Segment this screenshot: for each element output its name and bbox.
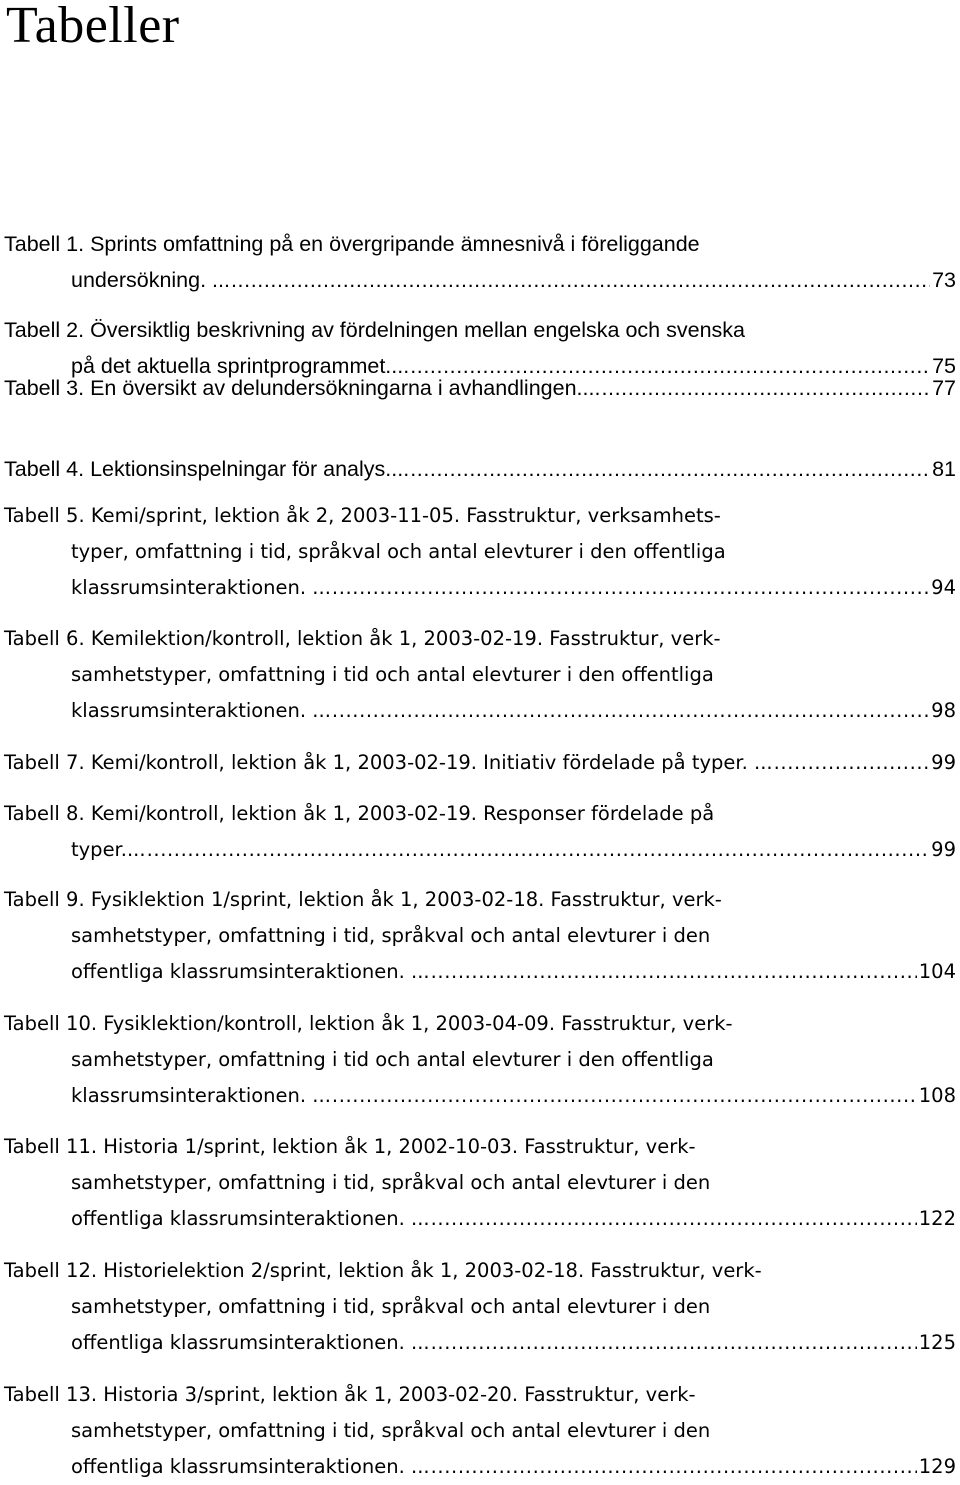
toc-entry-text: Kemi/sprint, lektion åk 2, 2003-11-05. Fasstruktur, verksamhets- bbox=[90, 504, 721, 527]
toc-entry-text: klassrumsinteraktionen. ... bbox=[71, 576, 331, 599]
dot-leader bbox=[410, 451, 930, 487]
toc-entry-text: Historielektion 2/sprint, lektion åk 1, 2003-02-18. Fasstruktur, verk- bbox=[103, 1259, 762, 1282]
toc-entry-label: Tabell 8. bbox=[4, 802, 85, 825]
dot-leader bbox=[601, 370, 930, 406]
toc-entry-line bbox=[0, 1289, 960, 1325]
dot-leader bbox=[147, 832, 930, 868]
toc-entry-text: En översikt av delundersökningarna i avhandlingen.... bbox=[90, 376, 601, 400]
toc-entry-label: Tabell 12. bbox=[4, 1259, 98, 1282]
toc-entry-label: Tabell 3. bbox=[4, 376, 85, 400]
toc-entry-label: Tabell 11. bbox=[4, 1135, 98, 1158]
toc-entry-last-line bbox=[0, 262, 960, 298]
toc-entry-line bbox=[0, 1129, 960, 1165]
toc-entry-text: samhetstyper, omfattning i tid, språkval och antal elevturer i den bbox=[71, 1171, 711, 1194]
toc-entry-line bbox=[0, 498, 960, 534]
toc-page-number: 122 bbox=[918, 1207, 956, 1230]
toc-entry-text: klassrumsinteraktionen. ... bbox=[71, 1084, 331, 1107]
toc-entry-last-line bbox=[0, 954, 960, 990]
toc-entry-text: offentliga klassrumsinteraktionen. ... bbox=[71, 960, 430, 983]
toc-entry-text: Historia 1/sprint, lektion åk 1, 2002-10-03. Fasstruktur, verk- bbox=[103, 1135, 696, 1158]
toc-entry-text: samhetstyper, omfattning i tid, språkval och antal elevturer i den bbox=[71, 1295, 711, 1318]
toc-entry-last-line bbox=[0, 1449, 960, 1485]
toc-entry-text: Kemi/kontroll, lektion åk 1, 2003-02-19. Responser fördelade på bbox=[90, 802, 715, 825]
toc-entry-label: Tabell 5. bbox=[4, 504, 85, 527]
toc-entry-text: Fysiklektion 1/sprint, lektion åk 1, 2003-02-18. Fasstruktur, verk- bbox=[90, 888, 722, 911]
dot-leader bbox=[431, 1325, 917, 1361]
toc-entry-text: Historia 3/sprint, lektion åk 1, 2003-02-20. Fasstruktur, verk- bbox=[103, 1383, 696, 1406]
toc-page-number: 73 bbox=[932, 268, 956, 292]
page-title: Tabeller bbox=[6, 0, 180, 54]
dot-leader bbox=[431, 1201, 917, 1237]
toc-entry-text: samhetstyper, omfattning i tid och antal elevturer i den offentliga bbox=[71, 1048, 714, 1071]
toc-entry-text: typer.... bbox=[71, 838, 146, 861]
dot-leader bbox=[332, 1078, 917, 1114]
toc-entry-line bbox=[0, 1413, 960, 1449]
toc-entry-text: Översiktlig beskrivning av fördelningen mellan engelska och svenska bbox=[90, 318, 745, 342]
toc-page-number: 81 bbox=[932, 457, 956, 481]
toc-page-number: 99 bbox=[931, 838, 956, 861]
toc-page-number: 99 bbox=[931, 751, 956, 774]
toc-entry-line bbox=[0, 312, 960, 348]
dot-leader bbox=[431, 954, 917, 990]
toc-entry-text: typer, omfattning i tid, språkval och antal elevturer i den offentliga bbox=[71, 540, 726, 563]
toc-entry-line bbox=[0, 621, 960, 657]
toc-entry-line bbox=[0, 918, 960, 954]
toc-page-number: 104 bbox=[918, 960, 956, 983]
toc-entry-text: Sprints omfattning på en övergripande ämnesnivå i föreliggande bbox=[90, 232, 700, 256]
toc-entry-line bbox=[0, 1377, 960, 1413]
toc-entry-line bbox=[0, 1165, 960, 1201]
dot-leader bbox=[774, 745, 930, 781]
toc-entry-line bbox=[0, 657, 960, 693]
dot-leader bbox=[332, 570, 929, 606]
toc-entry-last-line bbox=[0, 745, 960, 781]
toc-entry-last-line bbox=[0, 1078, 960, 1114]
toc-entry-last-line bbox=[0, 693, 960, 729]
toc-entry-last-line bbox=[0, 451, 960, 487]
toc-entry-last-line bbox=[0, 1325, 960, 1361]
toc-page-number: 125 bbox=[918, 1331, 956, 1354]
toc-entry-line bbox=[0, 1042, 960, 1078]
toc-page-number: 77 bbox=[932, 376, 956, 400]
toc-entry-last-line bbox=[0, 370, 960, 406]
toc-entry-last-line bbox=[0, 570, 960, 606]
toc-entry-line bbox=[0, 882, 960, 918]
toc-entry-text: Fysiklektion/kontroll, lektion åk 1, 2003-04-09. Fasstruktur, verk- bbox=[103, 1012, 733, 1035]
toc-entry-line bbox=[0, 1253, 960, 1289]
toc-page-number: 108 bbox=[918, 1084, 956, 1107]
toc-entry-label: Tabell 7. bbox=[4, 751, 85, 774]
dot-leader bbox=[431, 1449, 917, 1485]
toc-page-number: 75 bbox=[932, 354, 956, 378]
toc-entry-text: offentliga klassrumsinteraktionen. ... bbox=[71, 1455, 430, 1478]
toc-entry-text: offentliga klassrumsinteraktionen. ... bbox=[71, 1331, 430, 1354]
toc-entry-text: Kemilektion/kontroll, lektion åk 1, 2003-02-19. Fasstruktur, verk- bbox=[90, 627, 721, 650]
toc-page-number: 129 bbox=[918, 1455, 956, 1478]
toc-entry-text: Kemi/kontroll, lektion åk 1, 2003-02-19. Initiativ fördelade på typer. ... bbox=[90, 751, 773, 774]
toc-entry-last-line bbox=[0, 832, 960, 868]
toc-entry-line bbox=[0, 796, 960, 832]
toc-entry-line bbox=[0, 226, 960, 262]
toc-page-number: 94 bbox=[931, 576, 956, 599]
toc-entry-label: Tabell 1. bbox=[4, 232, 85, 256]
toc-entry-label: Tabell 4. bbox=[4, 457, 85, 481]
toc-entry-label: Tabell 13. bbox=[4, 1383, 98, 1406]
toc-entry-text: undersökning. ... bbox=[71, 268, 230, 292]
toc-entry-text: på det aktuella sprintprogrammet.... bbox=[71, 354, 410, 378]
toc-entry-text: klassrumsinteraktionen. ... bbox=[71, 699, 331, 722]
toc-entry-label: Tabell 6. bbox=[4, 627, 85, 650]
toc-entry-line bbox=[0, 1006, 960, 1042]
toc-entry-label: Tabell 2. bbox=[4, 318, 85, 342]
dot-leader bbox=[332, 693, 929, 729]
toc-entry-text: Lektionsinspelningar för analys.... bbox=[90, 457, 410, 481]
toc-entry-label: Tabell 10. bbox=[4, 1012, 98, 1035]
toc-entry-last-line bbox=[0, 1201, 960, 1237]
toc-entry-text: samhetstyper, omfattning i tid, språkval och antal elevturer i den bbox=[71, 1419, 711, 1442]
toc-entry-label: Tabell 9. bbox=[4, 888, 85, 911]
toc-entry-text: samhetstyper, omfattning i tid, språkval och antal elevturer i den bbox=[71, 924, 711, 947]
dot-leader bbox=[231, 262, 930, 298]
toc-page-number: 98 bbox=[931, 699, 956, 722]
toc-entry-text: offentliga klassrumsinteraktionen. ... bbox=[71, 1207, 430, 1230]
toc-entry-line bbox=[0, 534, 960, 570]
toc-entry-text: samhetstyper, omfattning i tid och antal elevturer i den offentliga bbox=[71, 663, 714, 686]
